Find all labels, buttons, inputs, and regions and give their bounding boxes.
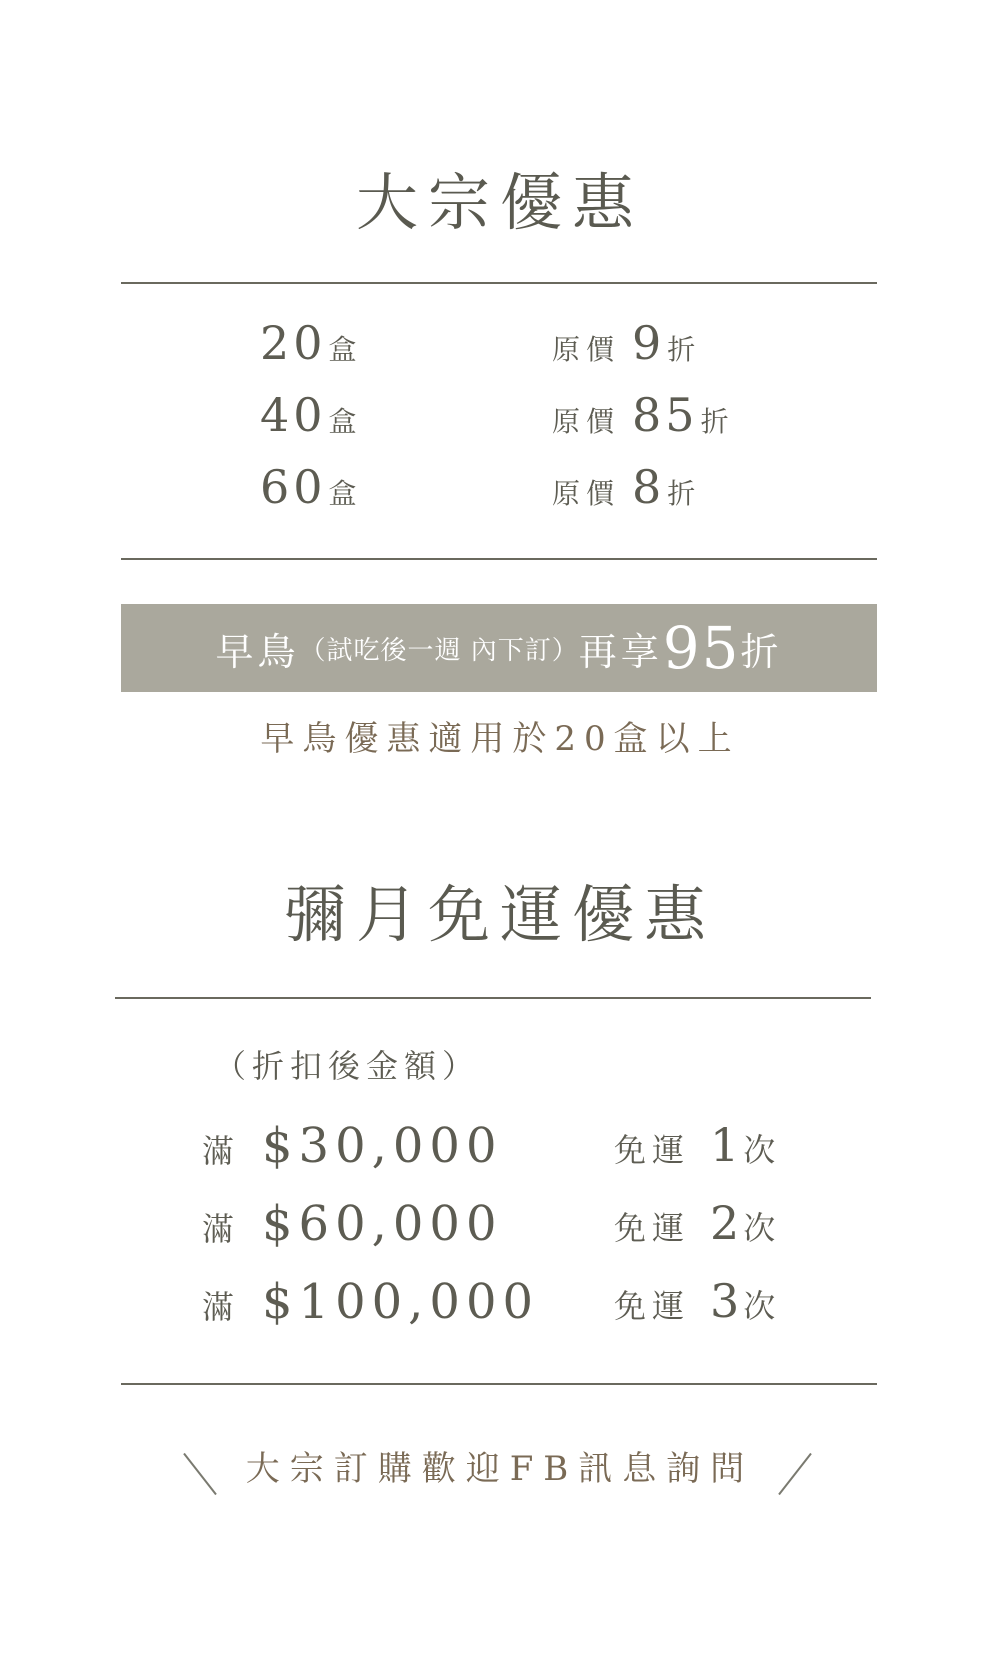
qty-unit: 盒 [328,405,357,438]
discount-value: 85 [632,388,699,442]
divider [121,1383,877,1385]
threshold-amount: $60,000 [262,1196,503,1252]
divider [121,282,877,284]
bulk-row-qty [260,388,357,442]
early-bird-label: 早鳥 [215,629,300,674]
divider [121,558,877,560]
bulk-discount-title: 大宗優惠 [355,166,644,239]
free-shipping-label: 免運 [614,1209,691,1247]
free-shipping-label: 免運 [614,1131,691,1169]
free-shipping-times: 1 [710,1118,740,1172]
footer-contact-note: 大宗訂購歡迎FB訊息詢問 [245,1449,755,1489]
qty-unit: 盒 [328,333,357,366]
discount-unit: 折 [667,477,696,510]
early-bird-discount-unit: 折 [740,629,783,674]
qty-value: 20 [260,316,327,370]
shipping-row-benefit [614,1196,776,1250]
early-bird-extra: 再享 [578,629,663,674]
free-shipping-title: 彌月免運優惠 [283,878,716,951]
shipping-row-threshold [202,1274,540,1330]
free-shipping-label: 免運 [614,1287,691,1325]
price-label: 原價 [552,477,621,510]
bulk-row-price [552,316,696,370]
price-label: 原價 [552,405,621,438]
threshold-label: 滿 [202,1210,235,1248]
qty-value: 40 [260,388,327,442]
divider [115,997,871,999]
early-bird-condition: （試吃後一週 內下訂） [299,635,579,666]
threshold-amount: $100,000 [262,1274,540,1330]
shipping-row-threshold [202,1118,503,1174]
qty-unit: 盒 [328,477,357,510]
discount-value: 9 [632,316,666,370]
discount-unit: 折 [700,405,729,438]
free-shipping-times: 2 [710,1196,740,1250]
early-bird-note: 早鳥優惠適用於20盒以上 [260,719,740,759]
free-shipping-unit: 次 [743,1287,776,1325]
threshold-label: 滿 [202,1288,235,1326]
threshold-label: 滿 [202,1132,235,1170]
discount-value: 8 [632,460,666,514]
free-shipping-unit: 次 [743,1131,776,1169]
bulk-row-qty [260,460,357,514]
price-label: 原價 [552,333,621,366]
shipping-row-benefit [614,1118,776,1172]
early-bird-discount: 95 [662,614,741,682]
threshold-amount: $30,000 [262,1118,503,1174]
discount-unit: 折 [667,333,696,366]
after-discount-note: （折扣後金額） [214,1047,481,1085]
early-bird-banner [121,604,877,692]
shipping-row-threshold [202,1196,503,1252]
free-shipping-unit: 次 [743,1209,776,1247]
free-shipping-times: 3 [710,1274,740,1328]
bulk-row-price [552,460,696,514]
bulk-row-price [552,388,729,442]
shipping-row-benefit [614,1274,776,1328]
qty-value: 60 [260,460,327,514]
bulk-row-qty [260,316,357,370]
